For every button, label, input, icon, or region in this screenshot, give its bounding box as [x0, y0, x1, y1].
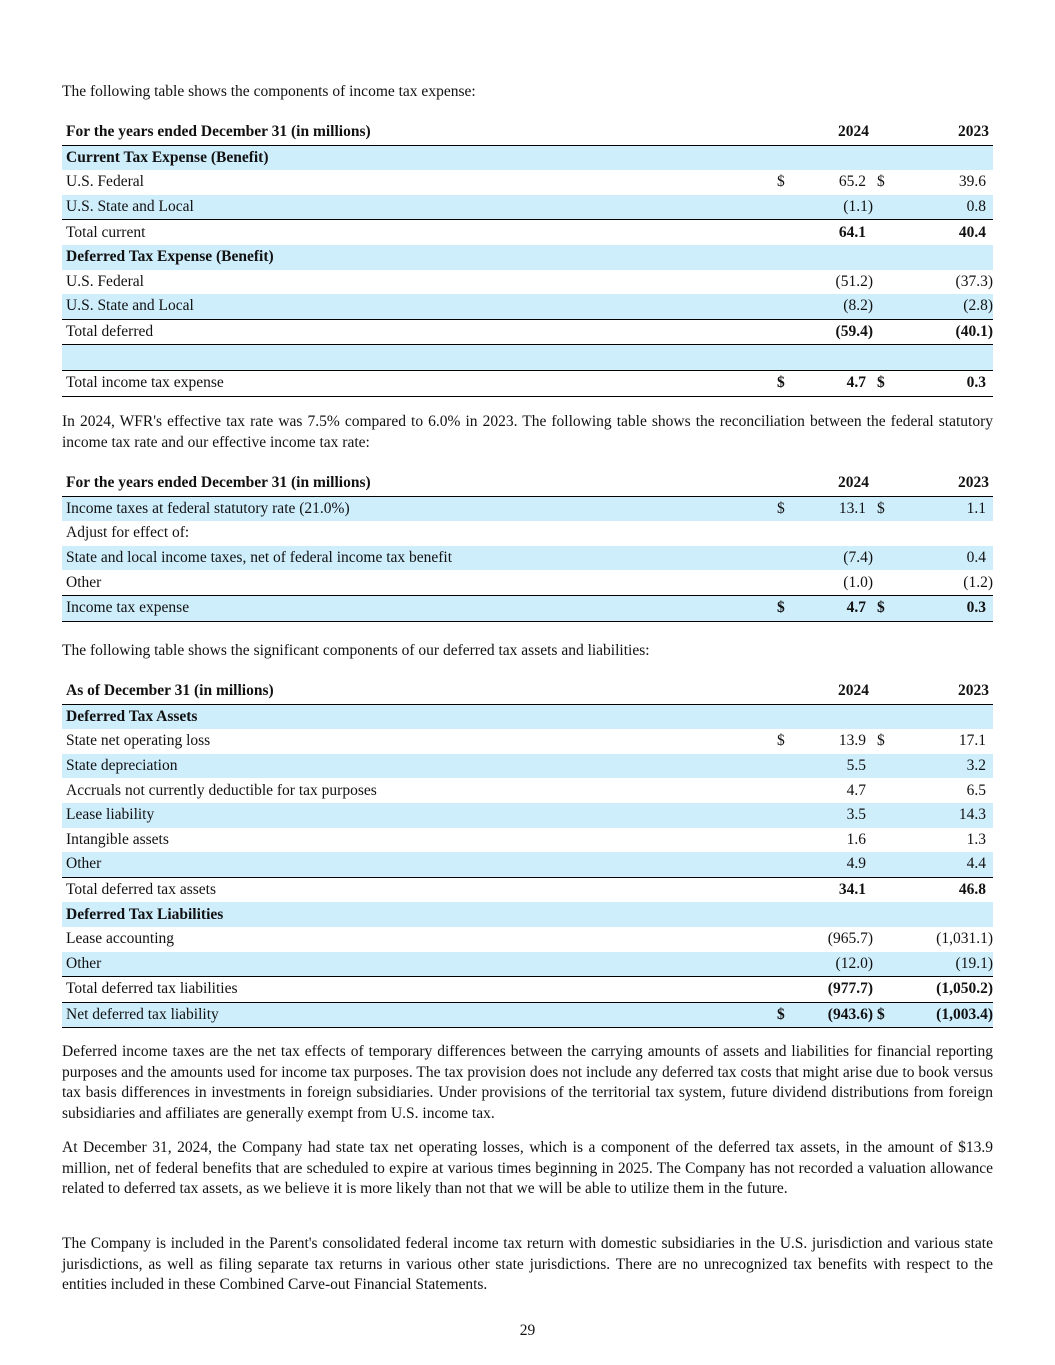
table-header-row	[62, 120, 993, 145]
dollar-sign: $	[877, 732, 885, 750]
total-row	[62, 220, 993, 245]
header-year-2024: 2024	[793, 471, 873, 496]
row-label: Current Tax Expense (Benefit)	[62, 145, 773, 170]
value-2023: 0.3	[893, 595, 993, 621]
header-label: For the years ended December 31 (in millions)	[62, 120, 773, 145]
value-2024: 65.2	[838, 173, 866, 191]
dollar-sign: $	[877, 173, 885, 191]
row-label: Deferred Tax Assets	[62, 704, 773, 729]
value-2023: 46.8	[893, 877, 993, 902]
value-2023: 4.4	[893, 852, 993, 877]
value-2023: 39.6	[958, 173, 986, 191]
header-year-2023: 2023	[893, 120, 993, 145]
table-row	[62, 521, 993, 546]
value-2024: 64.1	[793, 220, 873, 245]
row-label: Total deferred tax liabilities	[62, 977, 773, 1003]
row-label: Deferred Tax Expense (Benefit)	[62, 245, 773, 270]
row-label: Accruals not currently deductible for tax purposes	[66, 781, 377, 799]
value-2024: (943.6)	[793, 1002, 873, 1028]
value-2023: 3.2	[893, 754, 993, 779]
row-label: Total current	[62, 220, 773, 245]
section-row	[62, 704, 993, 729]
total-row	[62, 877, 993, 902]
row-label: Other	[66, 573, 102, 591]
dollar-sign: $	[873, 595, 893, 621]
value-2024: (965.7)	[827, 930, 873, 948]
tax-rate-reconciliation-table	[62, 471, 993, 622]
effective-tax-rate-paragraph: In 2024, WFR's effective tax rate was 7.5% compared to 6.0% in 2023. The following table shows the reconciliation between the federal statutory income tax rate and our effective income tax rate:	[62, 413, 993, 451]
header-year-2024: 2024	[793, 679, 873, 704]
value-2023: (37.3)	[955, 272, 993, 290]
value-2023: 40.4	[893, 220, 993, 245]
value-2023: 1.1	[893, 496, 993, 521]
row-label: Total income tax expense	[62, 370, 773, 396]
row-label: U.S. Federal	[66, 173, 144, 191]
row-label: Intangible assets	[66, 830, 169, 848]
total-row	[62, 977, 993, 1003]
dollar-sign: $	[873, 1002, 893, 1028]
intro-income-tax-expense: The following table shows the components of income tax expense:	[62, 83, 476, 100]
dollar-sign: $	[773, 370, 793, 396]
value-2023: (19.1)	[893, 952, 993, 977]
value-2023: (40.1)	[893, 319, 993, 345]
row-label: U.S. Federal	[66, 272, 144, 290]
value-2024: 13.9	[838, 732, 866, 750]
page-number: 29	[519, 1322, 536, 1339]
value-2024: (7.4)	[793, 546, 873, 571]
table-row	[62, 570, 993, 595]
value-2023: 14.3	[893, 803, 993, 828]
value-2023: 0.3	[893, 370, 993, 396]
row-label: State depreciation	[62, 754, 773, 779]
row-label: Lease liability	[62, 803, 773, 828]
row-label: U.S. State and Local	[62, 294, 773, 319]
header-label: As of December 31 (in millions)	[62, 679, 773, 704]
header-year-2023: 2023	[893, 471, 993, 496]
value-2023: (1,031.1)	[936, 930, 993, 948]
value-2024: (8.2)	[793, 294, 873, 319]
value-2023: 6.5	[966, 781, 986, 799]
row-label: Income taxes at federal statutory rate (21.0%)	[62, 496, 773, 521]
row-label: Total deferred tax assets	[62, 877, 773, 902]
value-2024: (59.4)	[793, 319, 873, 345]
value-2024: (1.1)	[793, 195, 873, 220]
value-2024: (977.7)	[793, 977, 873, 1003]
row-label: State and local income taxes, net of federal income tax benefit	[62, 546, 773, 571]
row-label: Income tax expense	[62, 595, 773, 621]
table-row	[62, 828, 993, 853]
table-row	[62, 803, 993, 828]
row-label: Adjust for effect of:	[66, 524, 190, 542]
table-row	[62, 778, 993, 803]
net-operating-losses-paragraph: At December 31, 2024, the Company had state tax net operating losses, which is a component of the deferred tax assets, in the amount of $13.9 million, net of federal benefits that are scheduled to expire at various times beginning in 2025. The Company has not recorded a valuation allowance related to deferred tax assets, as we believe it is more likely than not that we will be able to utilize them in the future.	[62, 1139, 993, 1197]
table-row	[62, 270, 993, 295]
value-2024: 3.5	[793, 803, 873, 828]
value-2024: (12.0)	[793, 952, 873, 977]
value-2024: 4.9	[793, 852, 873, 877]
row-label: Net deferred tax liability	[62, 1002, 773, 1028]
table-row	[62, 294, 993, 319]
dollar-sign: $	[873, 370, 893, 396]
row-label: U.S. State and Local	[62, 195, 773, 220]
section-row	[62, 902, 993, 927]
row-label: Deferred Tax Liabilities	[62, 902, 773, 927]
total-row	[62, 1002, 993, 1028]
row-label: Lease accounting	[66, 930, 175, 948]
total-row	[62, 370, 993, 396]
table-row	[62, 496, 993, 521]
table-row	[62, 852, 993, 877]
deferred-income-taxes-paragraph: Deferred income taxes are the net tax effects of temporary differences between the carrying amounts of assets and liabilities for financial reporting purposes and the amounts used for income tax purposes. The tax provision does not include any deferred tax costs that might arise due to book versus tax basis differences in investments in foreign subsidiaries. Under provisions of the territorial tax system, future dividend distributions from foreign subsidiaries and affiliates are generally exempt from U.S. income tax.	[62, 1043, 993, 1122]
table-header-row	[62, 679, 993, 704]
table-header-row	[62, 471, 993, 496]
table-row	[62, 754, 993, 779]
dollar-sign: $	[773, 496, 793, 521]
value-2023: 1.3	[966, 830, 986, 848]
value-2023: (1.2)	[963, 573, 993, 591]
header-year-2023: 2023	[893, 679, 993, 704]
value-2023: 0.8	[893, 195, 993, 220]
table-row	[62, 952, 993, 977]
total-row	[62, 319, 993, 345]
value-2024: (1.0)	[843, 573, 873, 591]
table-row	[62, 170, 993, 195]
table-row	[62, 546, 993, 571]
row-label: State net operating loss	[66, 732, 211, 750]
total-row	[62, 595, 993, 621]
table-row	[62, 927, 993, 952]
dollar-sign: $	[777, 173, 785, 191]
value-2024: 1.6	[846, 830, 866, 848]
value-2023: (1,003.4)	[893, 1002, 993, 1028]
row-label: Total deferred	[62, 319, 773, 345]
value-2023: 0.4	[893, 546, 993, 571]
value-2024: 4.7	[793, 370, 873, 396]
dollar-sign: $	[773, 595, 793, 621]
dollar-sign: $	[773, 1002, 793, 1028]
value-2024: 13.1	[793, 496, 873, 521]
header-year-2024: 2024	[793, 120, 873, 145]
dollar-sign: $	[873, 496, 893, 521]
table-row	[62, 195, 993, 220]
table-row	[62, 729, 993, 754]
value-2024: 5.5	[793, 754, 873, 779]
spacer-row	[62, 345, 993, 371]
deferred-tax-table	[62, 679, 993, 1028]
consolidated-return-paragraph: The Company is included in the Parent's consolidated federal income tax return with domestic subsidiaries in the U.S. jurisdiction and various state jurisdictions, as well as filing separate tax returns in various other state jurisdictions. There are no unrecognized tax benefits with respect to the entities included in these Combined Carve-out Financial Statements.	[62, 1235, 993, 1293]
value-2024: (51.2)	[835, 272, 873, 290]
value-2024: 4.7	[846, 781, 866, 799]
row-label: Other	[62, 852, 773, 877]
income-tax-expense-table	[62, 120, 993, 397]
value-2024: 4.7	[793, 595, 873, 621]
section-row	[62, 245, 993, 270]
intro-deferred-tax: The following table shows the significant components of our deferred tax assets and liabilities:	[62, 642, 650, 659]
value-2024: 34.1	[793, 877, 873, 902]
header-label: For the years ended December 31 (in millions)	[62, 471, 773, 496]
dollar-sign: $	[777, 732, 785, 750]
value-2023: (1,050.2)	[893, 977, 993, 1003]
value-2023: 17.1	[958, 732, 986, 750]
value-2023: (2.8)	[893, 294, 993, 319]
section-row	[62, 145, 993, 170]
row-label: Other	[62, 952, 773, 977]
